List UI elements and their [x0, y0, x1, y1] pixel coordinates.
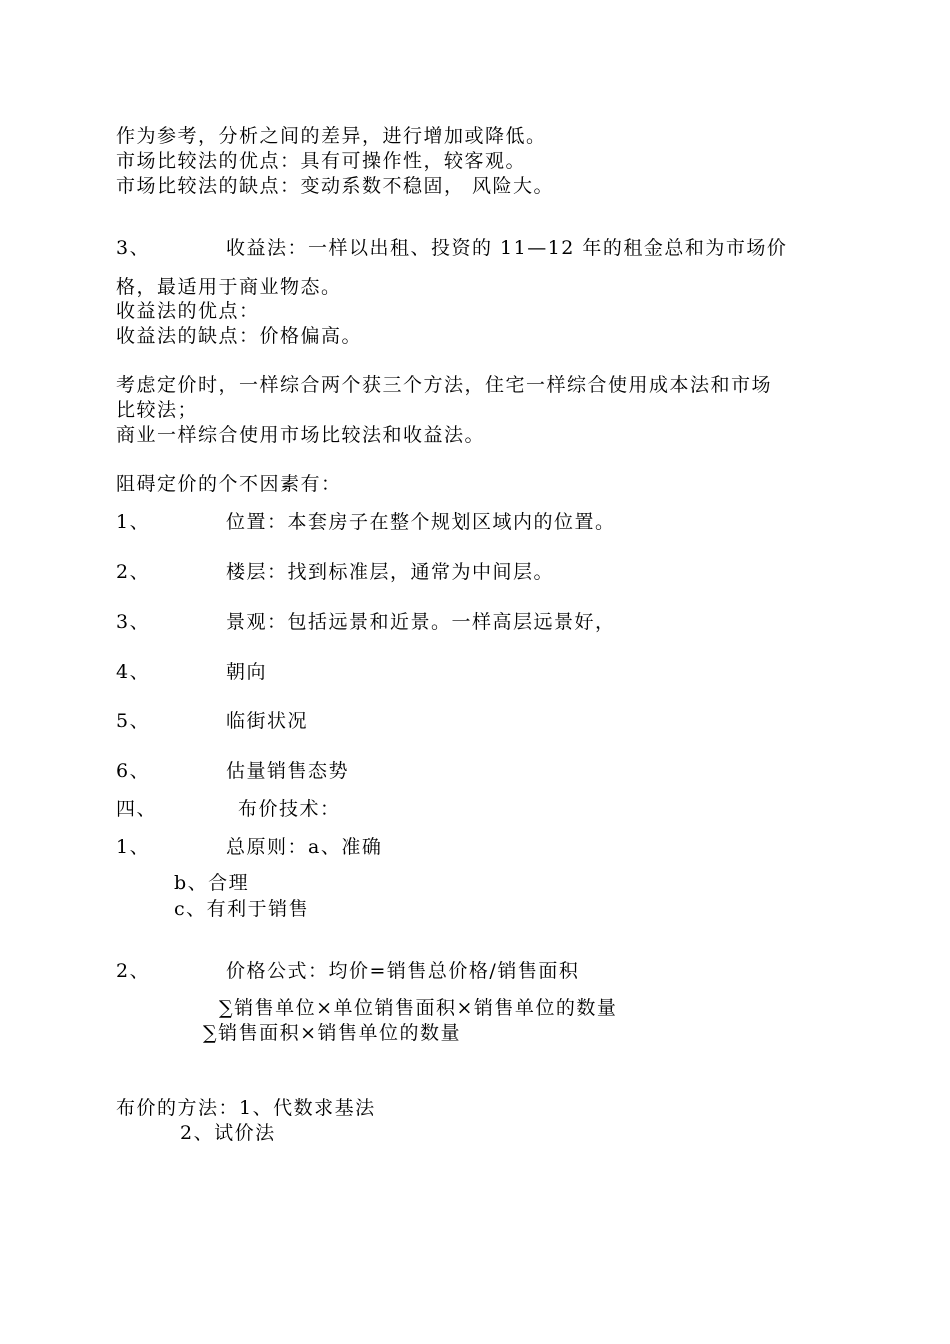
formula-text: 价格公式：均价=销售总价格/销售面积	[226, 960, 580, 982]
income-method-pros: 收益法的优点：	[116, 300, 260, 322]
income-method-text-1: 收益法：一样以出租、投资的 11—12 年的租金总和为市场价	[226, 237, 788, 259]
income-method-cons: 收益法的缺点：价格偏高。	[116, 325, 363, 347]
methods-line-2: 2、试价法	[180, 1122, 276, 1144]
factor-number-5: 5、	[116, 710, 151, 732]
income-method-number: 3、	[116, 237, 151, 259]
factor-number-6: 6、	[116, 760, 151, 782]
intro-line-1: 作为参考，分析之间的差异，进行增加或降低。	[116, 125, 547, 147]
factor-number-3: 3、	[116, 611, 151, 633]
formula-numerator: ∑销售单位×单位销售面积×销售单位的数量	[219, 997, 618, 1019]
principle-c: c、有利于销售	[174, 898, 310, 920]
intro-line-2: 市场比较法的优点：具有可操作性，较客观。	[116, 150, 527, 172]
income-method-text-2: 格，最适用于商业物态。	[116, 276, 342, 298]
factor-text-6: 估量销售态势	[226, 760, 350, 782]
pricing-consideration-line-1: 考虑定价时，一样综合两个获三个方法，住宅一样综合使用成本法和市场	[116, 374, 773, 396]
intro-line-3: 市场比较法的缺点：变动系数不稳固， 风险大。	[116, 175, 555, 197]
factor-number-1: 1、	[116, 511, 151, 533]
section4-title: 布价技术：	[238, 798, 341, 820]
principle-number: 1、	[116, 836, 151, 858]
principle-b: b、合理	[174, 872, 250, 894]
pricing-consideration-line-2: 比较法；	[116, 399, 199, 421]
factors-heading: 阻碍定价的个不因素有：	[116, 473, 342, 495]
formula-denominator: ∑销售面积×销售单位的数量	[203, 1022, 461, 1044]
factor-text-2: 楼层：找到标准层，通常为中间层。	[226, 561, 555, 583]
factor-number-2: 2、	[116, 561, 151, 583]
principle-text: 总原则：a、准确	[226, 836, 383, 858]
factor-text-5: 临街状况	[226, 710, 309, 732]
methods-line-1: 布价的方法：1、代数求基法	[116, 1097, 376, 1119]
factor-text-1: 位置：本套房子在整个规划区域内的位置。	[226, 511, 616, 533]
section4-number: 四、	[116, 798, 158, 820]
factor-text-4: 朝向	[226, 661, 268, 683]
formula-number: 2、	[116, 960, 151, 982]
pricing-consideration-line-3: 商业一样综合使用市场比较法和收益法。	[116, 424, 486, 446]
factor-number-4: 4、	[116, 661, 151, 683]
factor-text-3: 景观：包括远景和近景。一样高层远景好，	[226, 611, 616, 633]
